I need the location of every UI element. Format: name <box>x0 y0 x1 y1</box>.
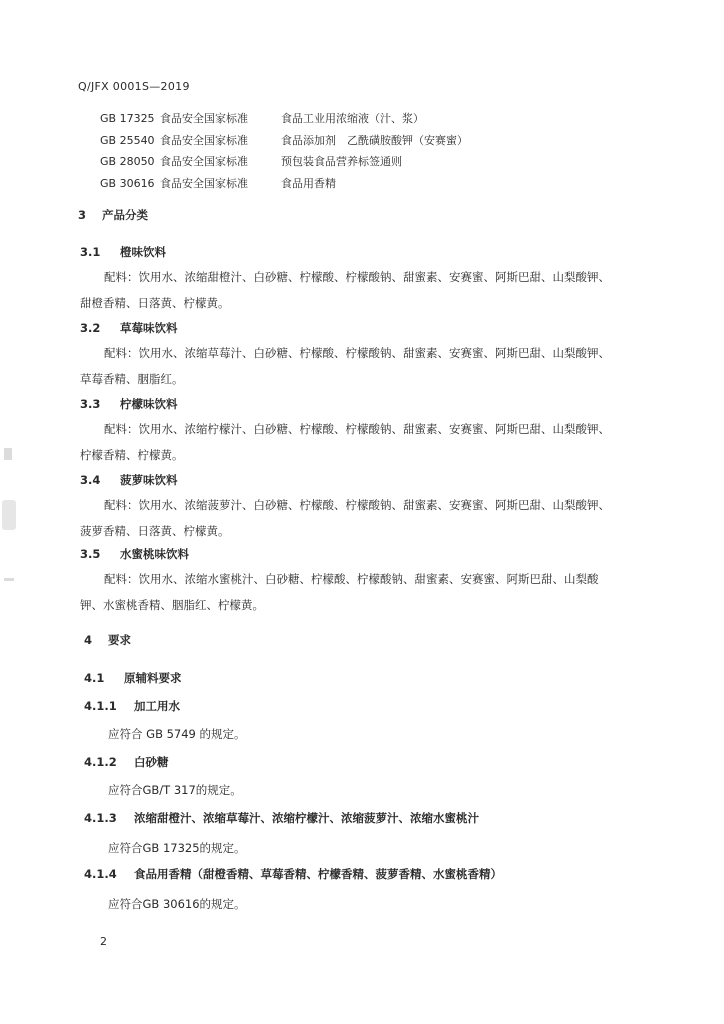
section-number: 4 <box>84 633 93 647</box>
ingredients-paragraph-peach <box>80 566 695 618</box>
page-number: 2 <box>100 935 107 948</box>
section-heading-3-3 <box>80 396 178 412</box>
reference-code: GB 30616 <box>100 176 155 190</box>
section-number: 4.1.2 <box>84 755 117 769</box>
section-number: 3.4 <box>80 473 101 487</box>
reference-standard: 食品安全国家标准 <box>160 155 248 168</box>
section-number: 4.1 <box>84 671 105 685</box>
reference-code: GB 17325 <box>100 112 155 125</box>
ingredients-paragraph-strawberry <box>80 340 695 392</box>
section-title: 浓缩甜橙汁、浓缩草莓汁、浓缩柠檬汁、浓缩菠萝汁、浓缩水蜜桃汁 <box>134 811 480 825</box>
section-heading-4-1 <box>84 670 182 686</box>
section-heading-4-1-3 <box>84 810 479 826</box>
section-heading-3-4 <box>80 472 178 488</box>
reference-title: 食品用香精 <box>281 176 336 190</box>
requirement-text: 应符合GB/T 317的规定。 <box>108 783 242 797</box>
section-title: 菠萝味饮料 <box>120 473 178 487</box>
ingredients-line: 配料：饮用水、浓缩柠檬汁、白砂糖、柠檬酸、柠檬酸钠、甜蜜素、安赛蜜、阿斯巴甜、山梨酸钾、 <box>104 422 610 436</box>
section-title: 食品用香精（甜橙香精、草莓香精、柠檬香精、菠萝香精、水蜜桃香精） <box>134 867 503 881</box>
reference-standard: 食品安全国家标准 <box>160 176 248 190</box>
document-header: Q/JFX 0001S—2019 <box>78 80 190 93</box>
section-title: 草莓味饮料 <box>120 321 178 335</box>
reference-list <box>100 108 468 194</box>
section-number: 4.1.3 <box>84 811 117 825</box>
section-heading-4-1-4 <box>84 866 502 882</box>
section-title: 原辅料要求 <box>124 671 182 685</box>
reference-item <box>100 130 468 152</box>
ingredients-line: 钾、水蜜桃香精、胭脂红、柠檬黄。 <box>80 598 264 612</box>
section-number: 3 <box>78 208 87 222</box>
ingredients-line: 草莓香精、胭脂红。 <box>80 372 184 386</box>
ingredients-line: 甜橙香精、日落黄、柠檬黄。 <box>80 296 230 310</box>
section-heading-4-1-2 <box>84 754 169 770</box>
section-heading-3-5 <box>80 546 189 562</box>
section-heading-4 <box>84 632 131 648</box>
ingredients-line: 柠檬香精、柠檬黄。 <box>80 448 184 462</box>
ingredients-line: 配料：饮用水、浓缩菠萝汁、白砂糖、柠檬酸、柠檬酸钠、甜蜜素、安赛蜜、阿斯巴甜、山梨酸钾、 <box>104 498 610 512</box>
reference-code: GB 25540 <box>100 133 155 147</box>
reference-title: 食品添加剂 乙酰磺胺酸钾（安赛蜜） <box>281 133 468 147</box>
section-number: 3.2 <box>80 321 101 335</box>
reference-code: GB 28050 <box>100 155 155 168</box>
section-title: 产品分类 <box>102 208 149 222</box>
section-number: 3.1 <box>80 245 101 259</box>
section-title: 白砂糖 <box>134 755 169 769</box>
section-title: 柠檬味饮料 <box>120 397 178 411</box>
section-heading-3 <box>78 207 148 223</box>
section-number: 3.3 <box>80 397 101 411</box>
section-number: 3.5 <box>80 547 101 561</box>
reference-standard: 食品安全国家标准 <box>160 112 248 125</box>
ingredients-paragraph-orange <box>80 264 695 316</box>
ingredients-line: 菠萝香精、日落黄、柠檬黄。 <box>80 524 230 538</box>
requirement-text: 应符合 GB 5749 的规定。 <box>108 727 246 741</box>
section-title: 水蜜桃味饮料 <box>120 547 190 561</box>
reference-standard: 食品安全国家标准 <box>160 133 248 147</box>
ingredients-line: 配料：饮用水、浓缩水蜜桃汁、白砂糖、柠檬酸、柠檬酸钠、甜蜜素、安赛蜜、阿斯巴甜、山梨酸 <box>104 572 599 586</box>
section-heading-4-1-1 <box>84 698 180 714</box>
ingredients-paragraph-pineapple <box>80 492 695 544</box>
ingredients-line: 配料：饮用水、浓缩草莓汁、白砂糖、柠檬酸、柠檬酸钠、甜蜜素、安赛蜜、阿斯巴甜、山梨酸钾、 <box>104 346 610 360</box>
section-heading-3-2 <box>80 320 178 336</box>
section-title: 要求 <box>108 633 132 647</box>
reference-title: 食品工业用浓缩液（汁、浆） <box>281 112 424 125</box>
section-number: 4.1.4 <box>84 867 117 881</box>
reference-item <box>100 151 468 173</box>
reference-item <box>100 173 468 195</box>
reference-title: 预包装食品营养标签通则 <box>281 155 402 168</box>
section-title: 加工用水 <box>134 699 181 713</box>
requirement-text: 应符合GB 30616的规定。 <box>108 897 246 911</box>
scan-artifact <box>4 578 14 581</box>
ingredients-line: 配料：饮用水、浓缩甜橙汁、白砂糖、柠檬酸、柠檬酸钠、甜蜜素、安赛蜜、阿斯巴甜、山梨酸钾、 <box>104 270 610 284</box>
scan-artifact <box>4 448 12 460</box>
section-heading-3-1 <box>80 244 166 260</box>
ingredients-paragraph-lemon <box>80 416 695 468</box>
scan-artifact <box>2 500 16 530</box>
reference-item <box>100 108 468 130</box>
section-title: 橙味饮料 <box>120 245 167 259</box>
requirement-text: 应符合GB 17325的规定。 <box>108 841 246 855</box>
section-number: 4.1.1 <box>84 699 117 713</box>
